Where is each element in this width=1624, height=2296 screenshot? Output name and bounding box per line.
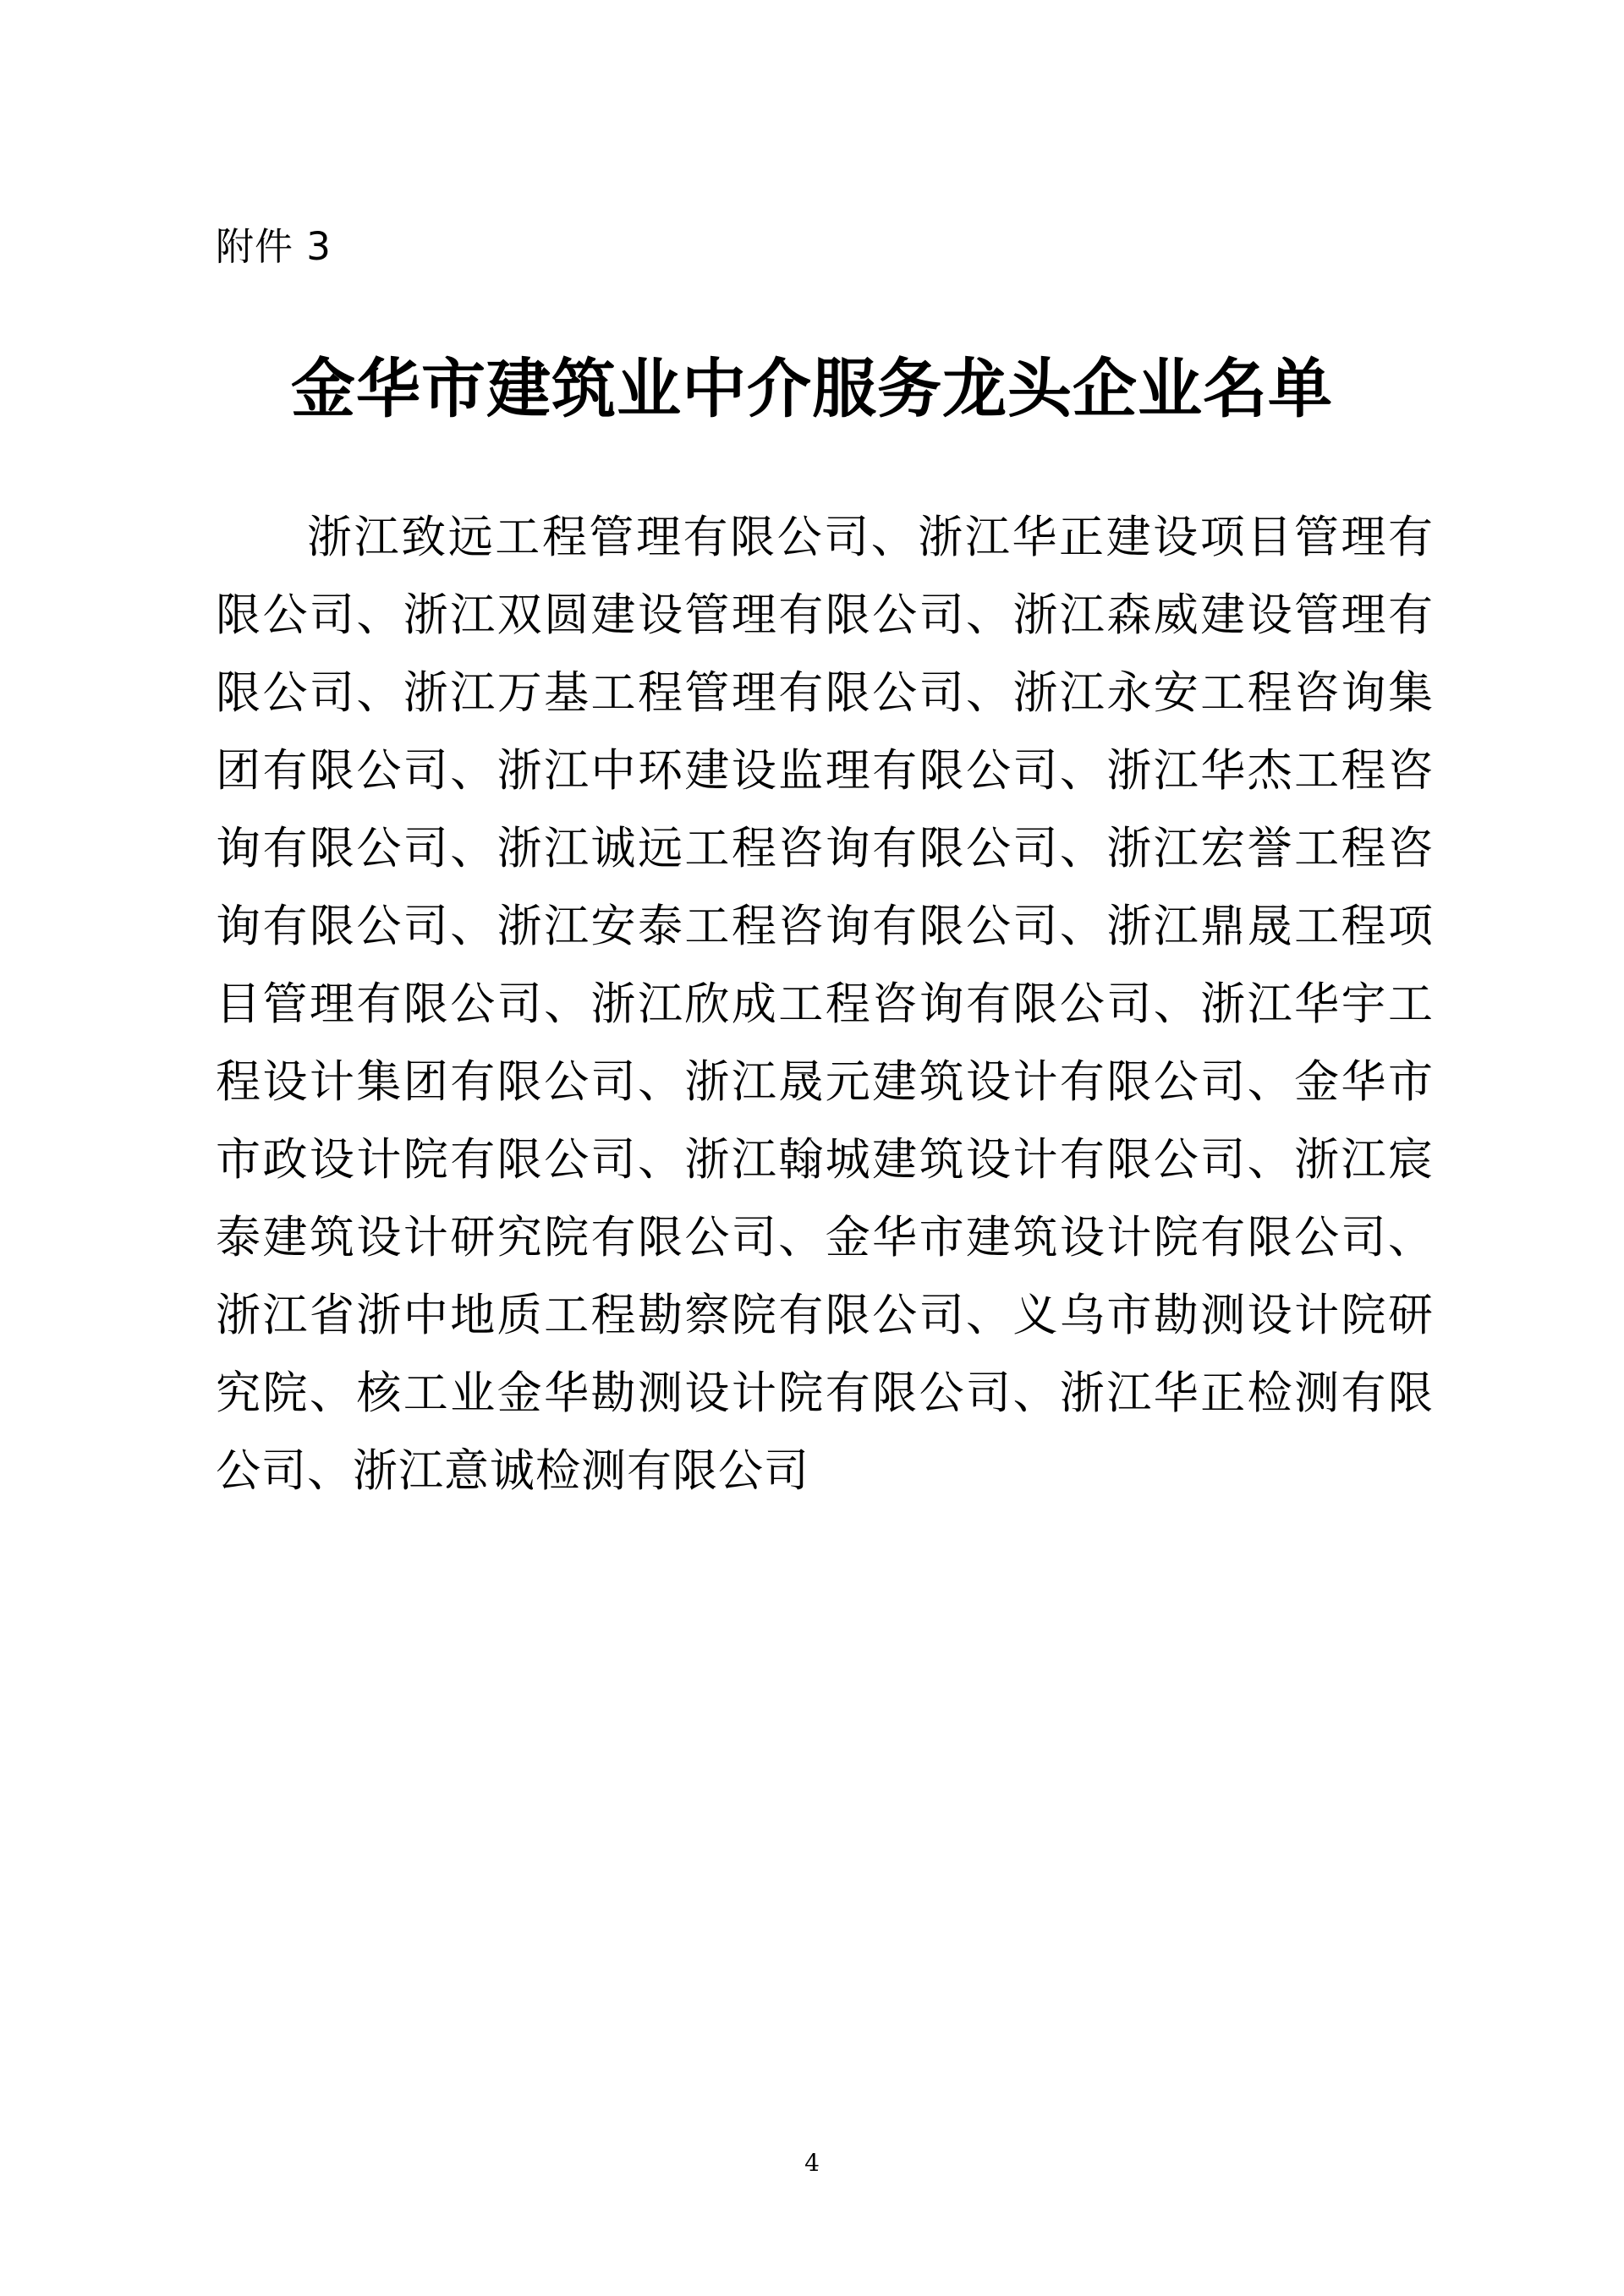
company-list-paragraph: 浙江致远工程管理有限公司、浙江华正建设项目管理有限公司、浙江双圆建设管理有限公司、浙江森威建设管理有限公司、浙江万基工程管理有限公司、浙江永安工程咨询集团有限公司、浙江中环建设监理有限公司、浙江华杰工程咨询有限公司、浙江诚远工程咨询有限公司、浙江宏誉工程咨询有限公司、浙江安泰工程咨询有限公司、浙江鼎晟工程项目管理有限公司、浙江欣成工程咨询有限公司、浙江华宇工程设计集团有限公司、浙江晟元建筑设计有限公司、金华市市政设计院有限公司、浙江翰城建筑设计有限公司、浙江宸泰建筑设计研究院有限公司、金华市建筑设计院有限公司、浙江省浙中地质工程勘察院有限公司、义乌市勘测设计院研究院、核工业金华勘测设计院有限公司、浙江华正检测有限公司、浙江意诚检测有限公司	[216, 512, 1434, 1497]
attachment-label: 附件 3	[216, 224, 332, 269]
document-title: 金华市建筑业中介服务龙头企业名单	[291, 351, 1333, 426]
page-number: 4	[804, 2149, 820, 2177]
